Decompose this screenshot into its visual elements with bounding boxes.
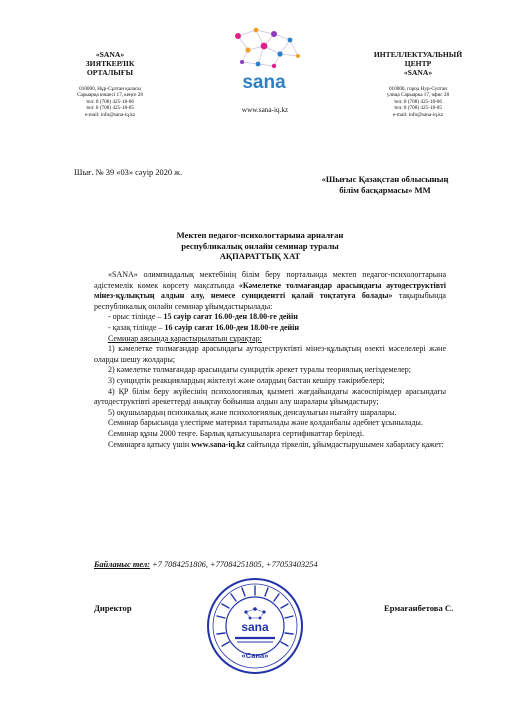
question-item: 2) кәмелетке толмағандар арасындағы суицидтік әрекет туралы теориялық негіздемелер; [108,365,411,375]
fee-note: Семинар құны 2000 теңге. Барлық қатысушыларға сертификаттар беріледі. [108,428,365,438]
letter-body [94,270,446,450]
question-item: 3) суицидтік реакциялардың жіктелуі және олардың бастан кешіру тәжірибелері; [108,375,385,385]
question-item: 1) кәмелетке толмағандар арасындағы аутодеструктівті мінез-құлықтың өзекті мәселелері және оларды шешу жолдары; [94,344,446,364]
schedule-item: - орыс тілінде – 15 сәуір сағат 16.00-ден 18.00-ге дейін [108,312,298,322]
registration-note: Семинарға қатысу үшін www.sana-iq.kz сайтында тіркеліп, ұйымдастырушымен хабарласу қажет: [108,439,444,449]
registration-site-link[interactable]: www.sana-iq.kz [191,439,245,449]
signatory-role: Директор [94,603,132,613]
schedule-item: - қазақ тілінде – 16 сәуір сағат 16.00-ден 18.00-ге дейін [108,322,299,332]
org-name-kz: «SANA» ЗИЯТКЕРЛІК ОРТАЛЫҒЫ [85,50,135,78]
header-left-block [50,50,170,119]
stamp-bottom-text: «Сана» [241,651,269,660]
sana-logo [218,26,310,92]
outgoing-number: Шығ. № 39 «03» сәуір 2020 ж. [74,168,183,177]
stamp-center-text: sana [241,620,269,634]
address-kz: 010000, Нұр-Сұлтан қаласы Сарыарқа көшесі 17, кеңсе 28 тел: 8 (708) 425-18-06 тел: 8 (708) 425-18-05 e-mail: info@sana-iq.kz [77,85,143,118]
contacts-phones: +7 7084251806, +77084251805, +77053403254 [152,560,318,569]
signatory-name: Ермағанбетова С. [384,603,454,613]
addressee: «Шығыс Қазақстан облысының білім басқармасы» ММ [321,174,449,195]
intro-paragraph: «SANA» олимпиадалық мектебінің білім беру порталында мектеп педагог-психологтарына әдістемелік көмек көрсету мақсатында «Кәмелетке толмағандар арасындағы аутодеструктівті мінез-құлықтың алдын алу, немесе суицидентті қалай тоқтатуға болады» тақырыбында республикалық онлайн семинар ұйымдастырылады: [94,270,446,311]
materials-note: Семинар барысында үлестірме материал таратылады және қолданбалы әдебиет ұсынылады. [108,418,423,428]
official-stamp [205,576,305,676]
questions-heading: Семинар аясында қарастырылатын сұрақтар: [108,333,262,343]
question-item: 4) ҚР білім беру жүйесінің психологиялық қызметі жағдайындағы жасөспірімдер арасындағы аутодеструктівті әрекеттерді анықтау бойынша алдын алу шаралары ұйымдастыру; [94,386,446,407]
header-right-block [348,50,488,119]
contacts-label: Байланыс тел: [94,560,150,569]
question-item: 5) оқушылардың психикалық және психологиялық денсаулығын нығайту шаралары. [108,407,397,417]
address-ru: 010000, город Нур-Султан улица Сарыарка 17, офис 28 тел: 8 (708) 425-18-06 тел: 8 (708) 425-18-05 e-mail: info@sana-iq.kz [386,85,450,118]
org-name-ru: ИНТЕЛЛЕКТУАЛЬНЫЙ ЦЕНТР «SANA» [373,50,463,78]
seminar-topic: «Кәмелетке толмағандар арасындағы аутодеструктівті мінез-құлықтың алдын алу, немесе суицидентті қалай тоқтатуға болады» [94,280,446,301]
website-link[interactable]: www.sana-iq.kz [241,106,289,114]
letter-title: Мектеп педагог-психологтарына арналған республикалық онлайн семинар туралы АҚПАРАТТЫҚ ХАТ [176,230,344,262]
contact-phones [94,560,454,569]
logo-text: sana [242,72,286,92]
